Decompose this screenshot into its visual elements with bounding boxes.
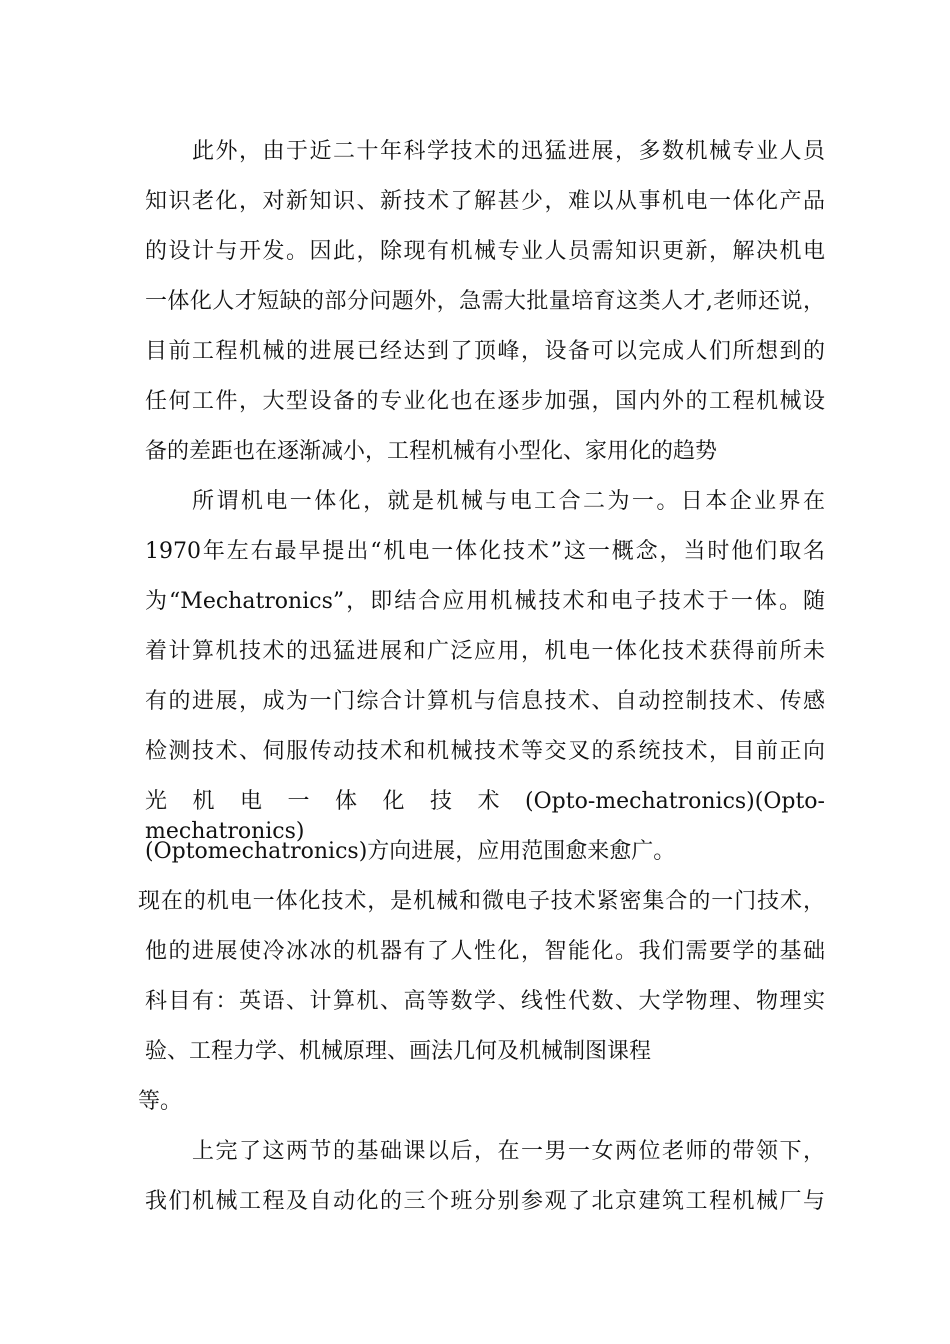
- paragraph-2-line-3: 为“Mechatronics”，即结合应用机械技术和电子技术于一体。随: [145, 589, 825, 614]
- paragraph-1-line-5: 目前工程机械的进展已经达到了顶峰，设备可以完成人们所想到的: [145, 339, 825, 364]
- paragraph-1-line-1: 此外，由于近二十年科学技术的迅猛进展，多数机械专业人员: [192, 139, 825, 164]
- paragraph-2-line-2: 1970年左右最早提出“机电一体化技术”这一概念，当时他们取名: [145, 539, 825, 564]
- paragraph-2-line-5: 有的进展，成为一门综合计算机与信息技术、自动控制技术、传感: [145, 689, 825, 714]
- paragraph-4-line-1: 上完了这两节的基础课以后，在一男一女两位老师的带领下，: [192, 1139, 825, 1164]
- paragraph-1-line-2: 知识老化，对新知识、新技术了解甚少，难以从事机电一体化产品: [145, 189, 825, 214]
- paragraph-1-line-6: 任何工件，大型设备的专业化也在逐步加强，国内外的工程机械设: [145, 389, 825, 414]
- paragraph-2-line-4: 着计算机技术的迅猛进展和广泛应用，机电一体化技术获得前所未: [145, 639, 825, 664]
- paragraph-3-line-5: 等。: [138, 1089, 183, 1114]
- paragraph-1-line-3: 的设计与开发。因此，除现有机械专业人员需知识更新，解决机电: [145, 239, 825, 264]
- paragraph-1-line-7: 备的差距也在逐渐减小，工程机械有小型化、家用化的趋势: [145, 439, 718, 464]
- paragraph-3-line-1: 现在的机电一体化技术，是机械和微电子技术紧密集合的一门技术，: [138, 889, 825, 914]
- paragraph-3-line-3: 科目有：英语、计算机、高等数学、线性代数、大学物理、物理实: [145, 989, 825, 1014]
- paragraph-4-line-2: 我们机械工程及自动化的三个班分别参观了北京建筑工程机械厂与: [145, 1189, 825, 1214]
- paragraph-2-line-7: 光 机 电 一 体 化 技 术 (Opto-mechatronics)(Opto-mechatronics): [145, 789, 825, 844]
- paragraph-2-line-1: 所谓机电一体化，就是机械与电工合二为一。日本企业界在: [192, 489, 825, 514]
- paragraph-2-line-8: (Optomechatronics)方向进展，应用范围愈来愈广。: [145, 839, 676, 864]
- paragraph-1-line-4: 一体化人才短缺的部分问题外，急需大批量培育这类人才,老师还说，: [145, 289, 825, 314]
- paragraph-3-line-4: 验、工程力学、机械原理、画法几何及机械制图课程: [145, 1039, 652, 1064]
- paragraph-2-line-6: 检测技术、伺服传动技术和机械技术等交叉的系统技术，目前正向: [145, 739, 825, 764]
- paragraph-3-line-2: 他的进展使冷冰冰的机器有了人性化，智能化。我们需要学的基础: [145, 939, 825, 964]
